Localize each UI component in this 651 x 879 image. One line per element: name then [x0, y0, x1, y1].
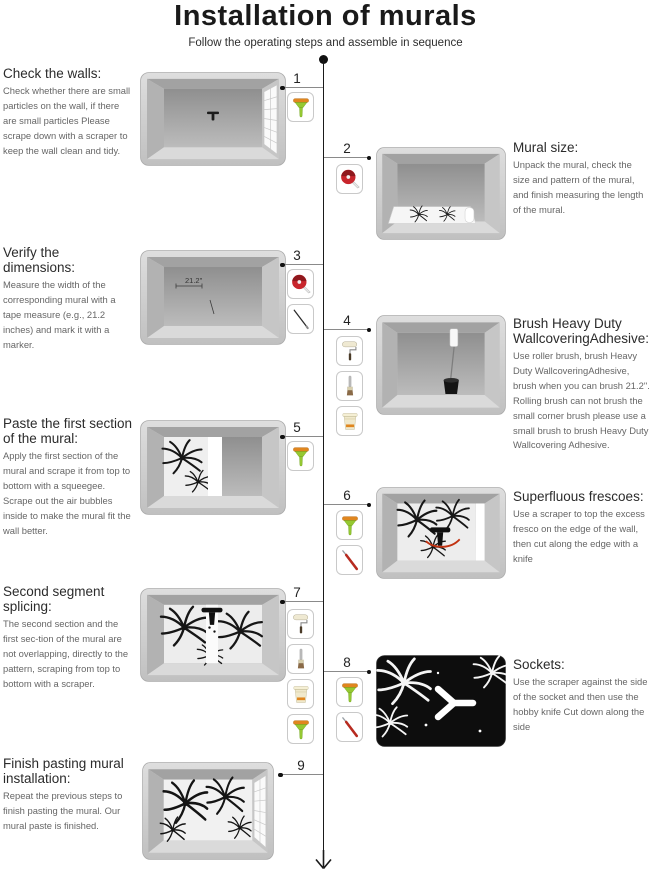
step-2-body: Unpack the mural, check the size and pattern of the mural, and finish measuring the length of the mural. [513, 159, 644, 215]
step-8-socket-closeup-image [376, 655, 506, 747]
step-5-room-image [140, 420, 286, 515]
step-6-body: Use a scraper to top the excess fresco on the edge of the wall, then cut along the edge with a knife [513, 508, 645, 564]
step-3-room-image [140, 250, 286, 345]
squeegee-icon [287, 714, 314, 744]
step-1-tools [287, 92, 314, 122]
small-brush-icon [336, 371, 363, 401]
step-6-text [513, 489, 649, 567]
step-8-text [513, 657, 649, 735]
adhesive-bucket-icon [336, 406, 363, 436]
tape-measure-icon [336, 164, 363, 194]
step-9-connector [280, 774, 323, 775]
step-3-text [3, 245, 132, 353]
step-5-tools [287, 441, 314, 471]
unrolled-mural [388, 206, 475, 223]
squeegee-icon [287, 441, 314, 471]
knife-icon [336, 545, 363, 575]
step-7-body: The second section and the first sec-tion of the mural are not overlapping, directly to the pattern, scraping from top to bottom with a scraper. [3, 618, 129, 689]
step-7-number: 7 [293, 585, 301, 600]
roller-brush-icon [287, 609, 314, 639]
page-title: Installation of murals [174, 0, 477, 32]
step-5-body: Apply the first section of the mural and scrape it from top to bottom with a squeegee. Scrape out the air bubbles inside to make the mural fit the wall better. [3, 450, 131, 536]
step-4-number: 4 [343, 313, 351, 328]
step-8-tools [336, 677, 363, 742]
step-6-number: 6 [343, 488, 351, 503]
step-4-room-image [376, 315, 506, 415]
step-7-connector [282, 601, 323, 602]
step-4-title: Brush Heavy Duty WallcoveringAdhesive: [513, 316, 650, 347]
step-1-body: Check whether there are small particles on the wall, if there are small particles Please scrape down with a scraper to keep the wall clean and tidy. [3, 85, 131, 156]
step-4-text [513, 316, 651, 453]
step-3-body: Measure the width of the corresponding mural with a tape measure (e.g., 21.2 inches) and mark it with a marker. [3, 279, 116, 350]
step-5-text [3, 416, 134, 538]
step-1-room-image [140, 72, 286, 166]
step-8-title: Sockets: [513, 657, 565, 672]
step-9-room-image [142, 762, 274, 860]
timeline-arrow-down-icon [314, 850, 333, 872]
step-9-title: Finish pasting mural installation: [3, 756, 124, 787]
knife-icon [336, 712, 363, 742]
second-section-splicing [161, 605, 262, 665]
step-3-title: Verify the dimensions: [3, 245, 76, 276]
step-2-title: Mural size: [513, 140, 579, 155]
small-brush-icon [287, 644, 314, 674]
roller-brush-icon [336, 336, 363, 366]
step-8-connector [324, 671, 369, 672]
step-6-title: Superfluous frescoes: [513, 489, 644, 504]
finished-mural [160, 778, 252, 842]
step-9-number: 9 [297, 758, 305, 773]
step-2-tools [336, 164, 363, 194]
tape-measure-icon [287, 269, 314, 299]
step-8-body: Use the scraper against the side of the socket and then use the hobby knife Cut down along the side [513, 676, 648, 732]
step-1-title: Check the walls: [3, 66, 102, 81]
squeegee-icon [336, 510, 363, 540]
step-2-text [513, 140, 649, 218]
mural-trimming [397, 500, 484, 561]
step-3-connector [282, 264, 323, 265]
step-5-connector [282, 436, 323, 437]
step-1-text [3, 66, 132, 158]
step-4-connector [324, 329, 369, 330]
step-1-connector [282, 87, 323, 88]
first-mural-section [162, 437, 222, 496]
step-7-title: Second segment splicing: [3, 584, 105, 615]
step-4-body: Use roller brush, brush Heavy Duty WallcoveringAdhesive, brush when you can brush 21.2". Rolling brush can not brush the small corner brush please use a small brush to brush Heavy Duty Wallcovering Adhesive. [513, 350, 650, 451]
step-2-connector [324, 157, 369, 158]
step-7-room-image [140, 588, 286, 682]
squeegee-icon [287, 92, 314, 122]
step-1-number: 1 [293, 71, 301, 86]
step-5-number: 5 [293, 420, 301, 435]
step-9-text [3, 756, 136, 834]
adhesive-bucket-icon [287, 679, 314, 709]
step-3-tools [287, 269, 314, 334]
step-4-tools [336, 336, 363, 436]
step-2-room-image [376, 147, 506, 240]
step-5-title: Paste the first section of the mural: [3, 416, 133, 447]
step-6-room-image [376, 487, 506, 579]
squeegee-icon [336, 677, 363, 707]
step-6-tools [336, 510, 363, 575]
step-3-width-label: 21.2" [185, 276, 203, 285]
step-7-tools [287, 609, 314, 744]
step-6-connector [324, 504, 369, 505]
step-2-number: 2 [343, 141, 351, 156]
page-subtitle: Follow the operating steps and assemble in sequence [188, 37, 463, 49]
step-9-body: Repeat the previous steps to finish pasting the mural. Our mural paste is finished. [3, 790, 123, 831]
marker-icon [287, 304, 314, 334]
step-8-number: 8 [343, 655, 351, 670]
timeline-line [323, 60, 325, 855]
step-3-number: 3 [293, 248, 301, 263]
step-7-text [3, 584, 134, 692]
